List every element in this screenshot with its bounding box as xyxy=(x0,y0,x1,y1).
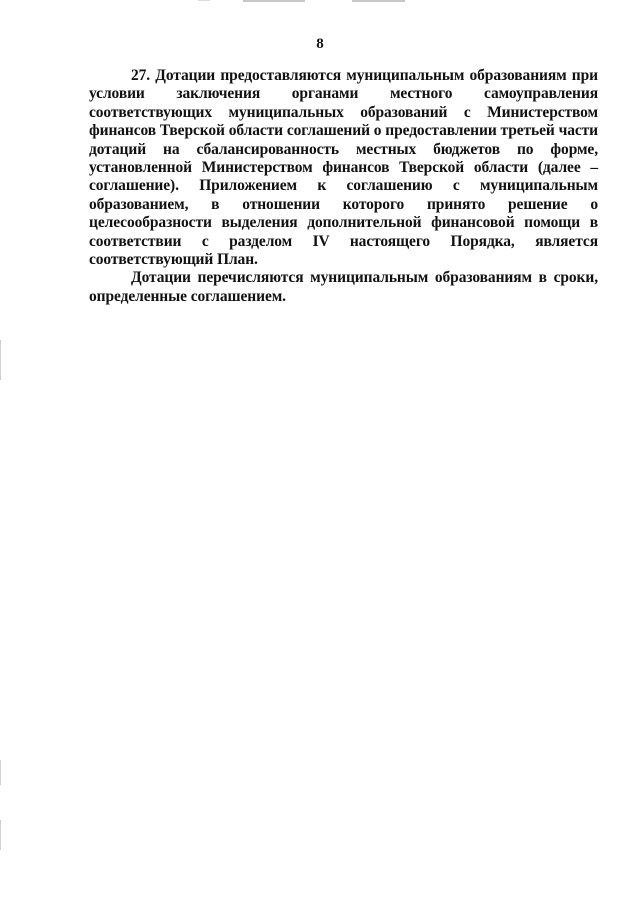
document-body xyxy=(89,67,598,306)
paragraph-transfer-terms: Дотации перечисляются муниципальным образованиям в сроки, определенные соглашением. xyxy=(89,269,598,305)
scan-edge-artifact xyxy=(0,760,1,785)
scan-artifact xyxy=(352,0,405,2)
scan-edge-artifact xyxy=(0,340,1,380)
paragraph-27: 27. Дотации предоставляются муниципальным образованиям при условии заключения органами местного самоуправления соответствующих муниципальных образований с Министерством финансов Тверской области соглашений о предоставлении третьей части дотаций на сбалансированность местных бюджетов по форме, установленной Министерством финансов Тверской области (далее – соглашение). Приложением к соглашению с муниципальным образованием, в отношении которого принято решение о целесообразности выделения дополнительной финансовой помощи в соответствии с разделом IV настоящего Порядка, является соответствующий План. xyxy=(89,67,598,269)
page-number: 8 xyxy=(316,36,324,52)
scan-artifact xyxy=(198,0,210,1)
scan-artifact xyxy=(243,0,305,2)
scan-edge-artifact xyxy=(0,820,1,850)
